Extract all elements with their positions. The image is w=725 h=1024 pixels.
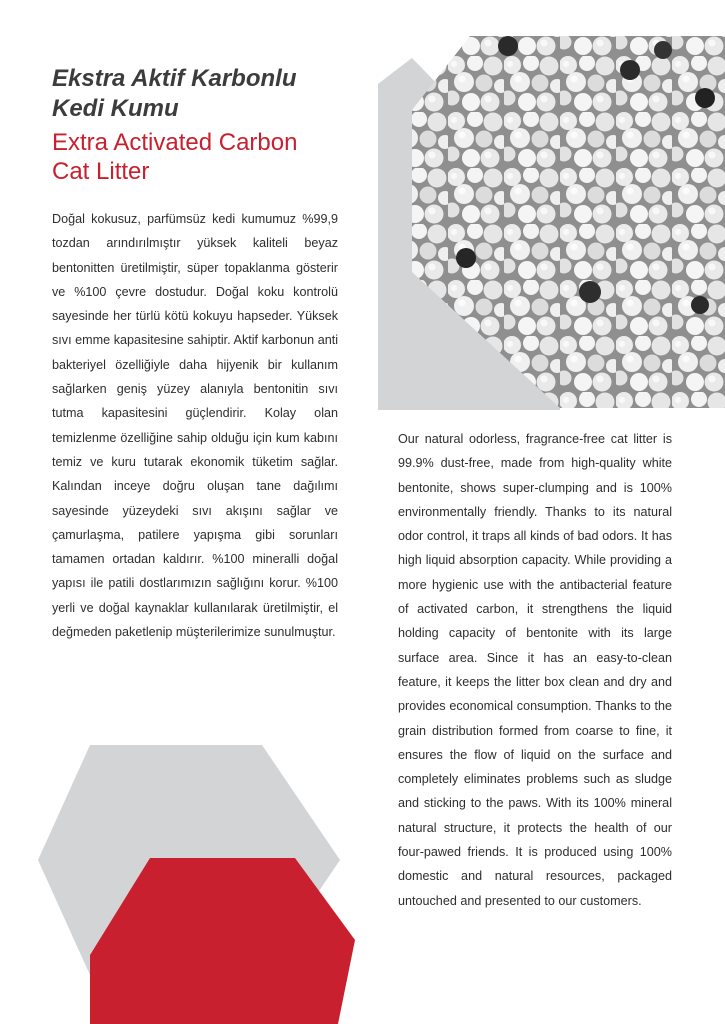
page-title-english [52, 128, 382, 186]
title-en-line-2: Cat Litter [52, 158, 150, 185]
title-tr-line-2: Kedi Kumu [52, 95, 179, 122]
title-tr-line-1: Ekstra Aktif Karbonlu [52, 65, 297, 92]
description-turkish: Doğal kokusuz, parfümsüz kedi kumumuz %99,9 tozdan arındırılmıştır yüksek kaliteli beyaz bentonitten üretilmiştir, süper topaklanma gösterir ve %100 çevre dostudur. Doğal koku kontrolü sayesinde her türlü kötü kokuyu hapseder. Yüksek sıvı emme kapasitesine sahiptir. Aktif karbonun anti bakteriyel özelliğiyle daha hijyenik bir kullanım sağlarken geniş yüzey alanıyla bentonitin sıvı tutma kapasitesini güçlendirir. Kolay olan temizlenme özelliğine sahip olduğu için kum kabını temiz ve kuru tutarak ekonomik tüketim sağlar. Kalından inceye doğru oluşan tane dağılımı sayesinde yüzeydeki sıvı akışını sağlar ve çamurlaşma, patilere yapışma gibi sorunları tamamen ortadan kaldırır. %100 mineralli doğal yapısı ile patili dostlarımızın sağlığını korur. %100 yerli ve doğal kaynaklar kullanılarak üretilmiştir, el değmeden paketlenip müşterilerimize sunulmuştur. [52, 212, 338, 640]
page-title-turkish [52, 64, 372, 124]
title-en-line-1: Extra Activated Carbon [52, 129, 298, 156]
description-english: Our natural odorless, fragrance-free cat litter is 99.9% dust-free, made from high-quality white bentonite, shows super-clumping and is 100% environmentally friendly. Thanks to its natural odor control, it traps all kinds of bad odors. It has high liquid absorption capacity. While providing a more hygienic use with the antibacterial feature of activated carbon, it strengthens the liquid holding capacity of bentonite with its large surface area. Since it has an easy-to-clean feature, it keeps the litter box clean and dry and provides economical consumption. Thanks to the grain distribution formed from coarse to fine, it ensures the flow of liquid on the surface and completely eliminates problems such as sludge and sticking to the paws. With its 100% mineral natural structure, it protects the health of our four-pawed friends. It is produced using 100% domestic and natural resources, packaged untouched and presented to our customers. [398, 432, 672, 908]
